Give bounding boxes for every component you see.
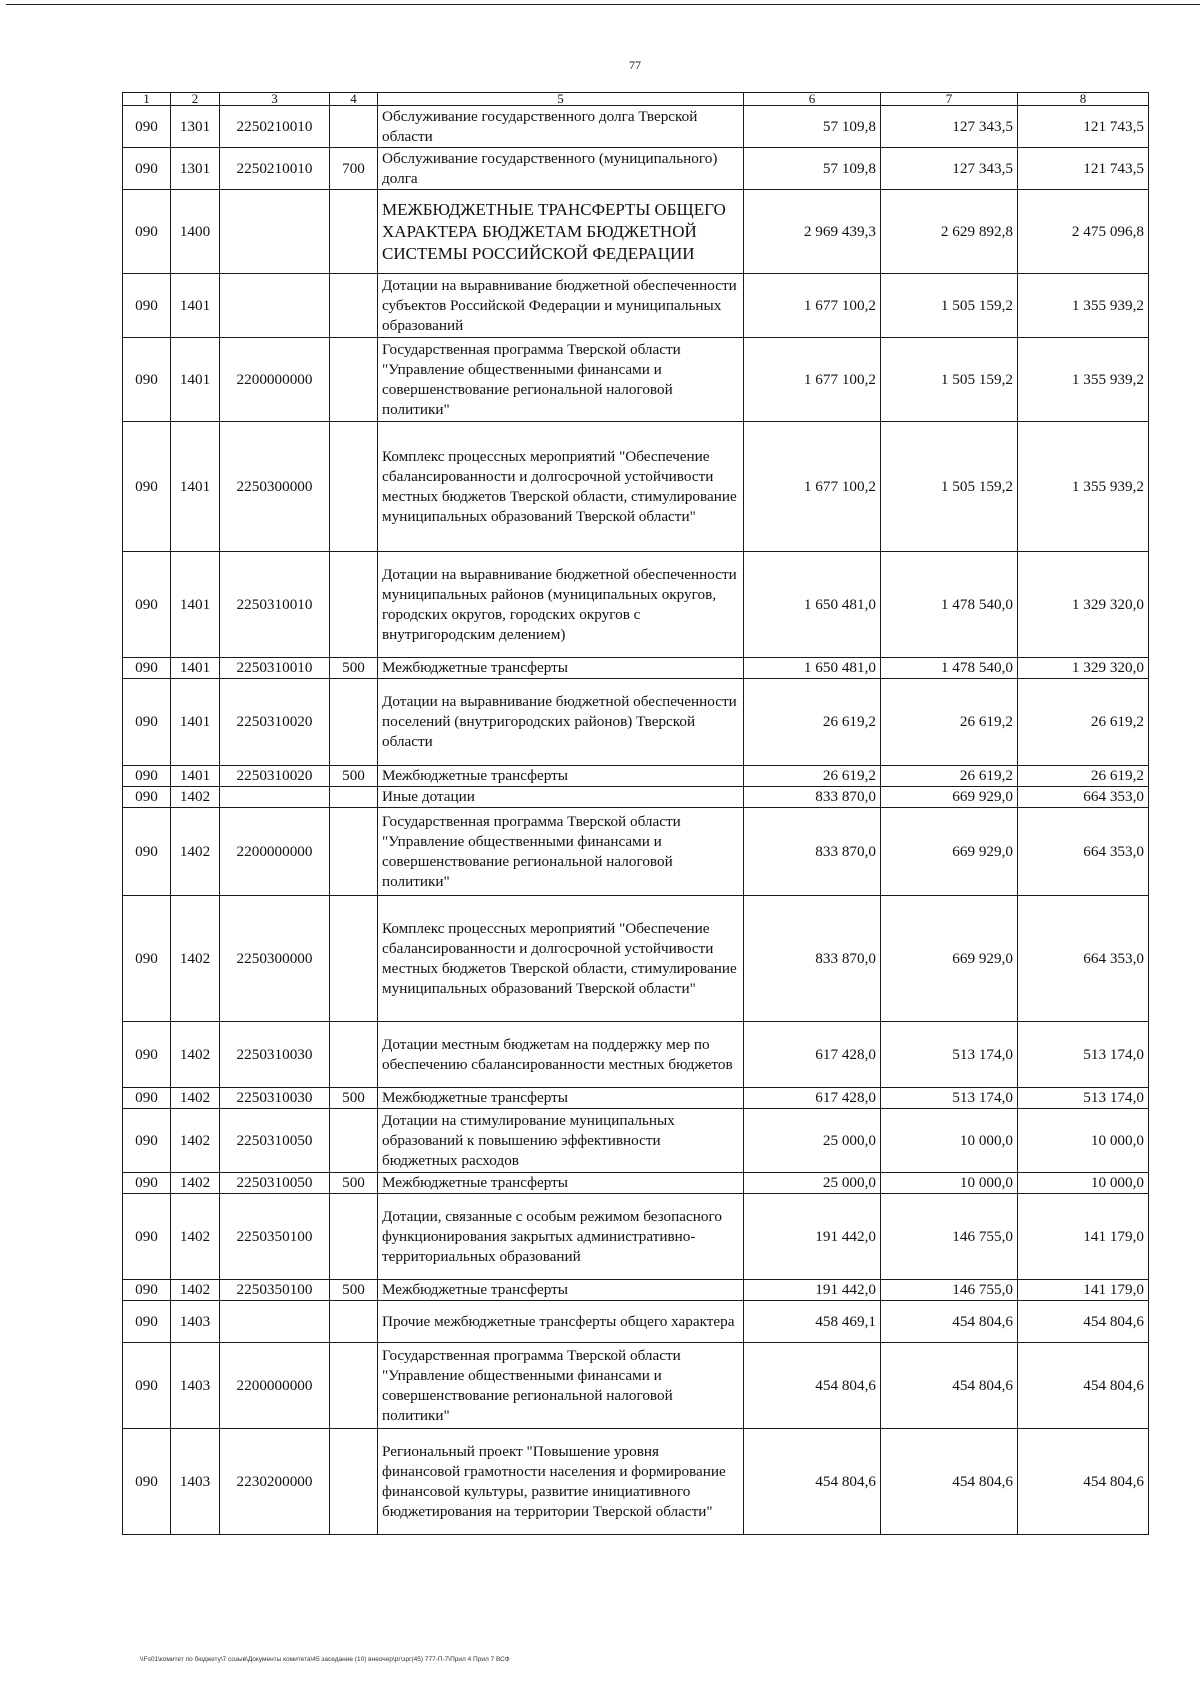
amount-cell: 833 870,0 xyxy=(744,896,881,1022)
amount-cell: 146 755,0 xyxy=(881,1280,1018,1301)
amount-cell: 25 000,0 xyxy=(744,1173,881,1194)
expense-type-cell xyxy=(330,787,378,808)
section-code-cell: 1402 xyxy=(171,1109,220,1173)
admin-code-cell: 090 xyxy=(123,808,171,896)
amount-cell: 664 353,0 xyxy=(1018,787,1149,808)
amount-cell: 833 870,0 xyxy=(744,787,881,808)
amount-cell: 1 650 481,0 xyxy=(744,552,881,658)
column-header: 2 xyxy=(171,93,220,106)
admin-code-cell: 090 xyxy=(123,679,171,766)
description-cell: Региональный проект "Повышение уровня финансовой грамотности населения и формирование финансовой культуры, развитие инициативного бюджетирования на территории Тверской области" xyxy=(378,1429,744,1535)
target-code-cell: 2250310030 xyxy=(220,1022,330,1088)
amount-cell: 146 755,0 xyxy=(881,1194,1018,1280)
description-cell: Дотации на выравнивание бюджетной обеспеченности поселений (внутригородских районов) Тверской области xyxy=(378,679,744,766)
amount-cell: 1 505 159,2 xyxy=(881,274,1018,338)
expense-type-cell xyxy=(330,338,378,422)
amount-cell: 513 174,0 xyxy=(1018,1022,1149,1088)
expense-type-cell xyxy=(330,274,378,338)
table-row xyxy=(123,1022,1149,1088)
column-header: 3 xyxy=(220,93,330,106)
amount-cell: 833 870,0 xyxy=(744,808,881,896)
amount-cell: 127 343,5 xyxy=(881,106,1018,148)
table-row xyxy=(123,106,1149,148)
amount-cell: 454 804,6 xyxy=(881,1429,1018,1535)
target-code-cell xyxy=(220,190,330,274)
admin-code-cell: 090 xyxy=(123,1173,171,1194)
file-path: \\Fs01\комитет по бюджету\7 созыв\Документы комитета\45 заседание (10) внеочер\рг\зрг(45) 777-П-7\Прил 4 Прил 7 ВСФ xyxy=(140,1656,510,1663)
expense-type-cell xyxy=(330,896,378,1022)
amount-cell: 454 804,6 xyxy=(1018,1429,1149,1535)
target-code-cell: 2200000000 xyxy=(220,1343,330,1429)
expense-type-cell xyxy=(330,808,378,896)
target-code-cell xyxy=(220,1301,330,1343)
amount-cell: 1 355 939,2 xyxy=(1018,274,1149,338)
admin-code-cell: 090 xyxy=(123,338,171,422)
amount-cell: 121 743,5 xyxy=(1018,148,1149,190)
section-code-cell: 1401 xyxy=(171,552,220,658)
section-code-cell: 1401 xyxy=(171,422,220,552)
amount-cell: 454 804,6 xyxy=(744,1343,881,1429)
table-row xyxy=(123,1088,1149,1109)
description-cell: Иные дотации xyxy=(378,787,744,808)
admin-code-cell: 090 xyxy=(123,1022,171,1088)
amount-cell: 513 174,0 xyxy=(1018,1088,1149,1109)
target-code-cell: 2250310030 xyxy=(220,1088,330,1109)
amount-cell: 2 475 096,8 xyxy=(1018,190,1149,274)
target-code-cell: 2250310010 xyxy=(220,552,330,658)
table-row xyxy=(123,190,1149,274)
section-code-cell: 1401 xyxy=(171,338,220,422)
section-code-cell: 1402 xyxy=(171,1194,220,1280)
section-code-cell: 1402 xyxy=(171,787,220,808)
amount-cell: 191 442,0 xyxy=(744,1194,881,1280)
expense-type-cell: 500 xyxy=(330,1280,378,1301)
description-cell: МЕЖБЮДЖЕТНЫЕ ТРАНСФЕРТЫ ОБЩЕГО ХАРАКТЕРА БЮДЖЕТАМ БЮДЖЕТНОЙ СИСТЕМЫ РОССИЙСКОЙ ФЕДЕРАЦИИ xyxy=(378,190,744,274)
section-code-cell: 1301 xyxy=(171,106,220,148)
expense-type-cell xyxy=(330,1301,378,1343)
description-cell: Межбюджетные трансферты xyxy=(378,1173,744,1194)
amount-cell: 25 000,0 xyxy=(744,1109,881,1173)
admin-code-cell: 090 xyxy=(123,552,171,658)
description-cell: Дотации, связанные с особым режимом безопасного функционирования закрытых административно-территориальных образований xyxy=(378,1194,744,1280)
description-cell: Государственная программа Тверской области "Управление общественными финансами и совершенствование региональной налоговой политики" xyxy=(378,808,744,896)
target-code-cell: 2250210010 xyxy=(220,106,330,148)
header-row xyxy=(123,93,1149,106)
amount-cell: 669 929,0 xyxy=(881,896,1018,1022)
budget-table xyxy=(122,92,1149,1535)
amount-cell: 2 629 892,8 xyxy=(881,190,1018,274)
column-header: 6 xyxy=(744,93,881,106)
table-row xyxy=(123,679,1149,766)
table-row xyxy=(123,896,1149,1022)
amount-cell: 513 174,0 xyxy=(881,1088,1018,1109)
expense-type-cell xyxy=(330,1429,378,1535)
table-row xyxy=(123,1109,1149,1173)
expense-type-cell xyxy=(330,422,378,552)
amount-cell: 191 442,0 xyxy=(744,1280,881,1301)
amount-cell: 10 000,0 xyxy=(1018,1173,1149,1194)
amount-cell: 121 743,5 xyxy=(1018,106,1149,148)
section-code-cell: 1403 xyxy=(171,1301,220,1343)
expense-type-cell xyxy=(330,106,378,148)
description-cell: Прочие межбюджетные трансферты общего характера xyxy=(378,1301,744,1343)
amount-cell: 1 650 481,0 xyxy=(744,658,881,679)
table-row xyxy=(123,274,1149,338)
amount-cell: 2 969 439,3 xyxy=(744,190,881,274)
description-cell: Межбюджетные трансферты xyxy=(378,1280,744,1301)
description-cell: Дотации на стимулирование муниципальных образований к повышению эффективности бюджетных расходов xyxy=(378,1109,744,1173)
table-row xyxy=(123,422,1149,552)
admin-code-cell: 090 xyxy=(123,766,171,787)
admin-code-cell: 090 xyxy=(123,1280,171,1301)
description-cell: Комплекс процессных мероприятий "Обеспечение сбалансированности и долгосрочной устойчивости местных бюджетов Тверской области, стимулирование муниципальных образований Тверской области" xyxy=(378,896,744,1022)
expense-type-cell: 700 xyxy=(330,148,378,190)
amount-cell: 454 804,6 xyxy=(1018,1343,1149,1429)
section-code-cell: 1402 xyxy=(171,1280,220,1301)
amount-cell: 454 804,6 xyxy=(881,1343,1018,1429)
table-row xyxy=(123,808,1149,896)
table-row xyxy=(123,1343,1149,1429)
target-code-cell: 2250310020 xyxy=(220,679,330,766)
target-code-cell: 2250310010 xyxy=(220,658,330,679)
page-number: 77 xyxy=(629,58,641,72)
amount-cell: 26 619,2 xyxy=(1018,766,1149,787)
amount-cell: 26 619,2 xyxy=(881,679,1018,766)
section-code-cell: 1401 xyxy=(171,679,220,766)
expense-type-cell: 500 xyxy=(330,1173,378,1194)
amount-cell: 26 619,2 xyxy=(1018,679,1149,766)
table-row xyxy=(123,1194,1149,1280)
target-code-cell: 2250210010 xyxy=(220,148,330,190)
table-body xyxy=(123,106,1149,1535)
amount-cell: 1 478 540,0 xyxy=(881,552,1018,658)
amount-cell: 664 353,0 xyxy=(1018,896,1149,1022)
target-code-cell: 2250310050 xyxy=(220,1109,330,1173)
amount-cell: 1 677 100,2 xyxy=(744,338,881,422)
table-row xyxy=(123,1280,1149,1301)
table-row xyxy=(123,552,1149,658)
admin-code-cell: 090 xyxy=(123,896,171,1022)
expense-type-cell: 500 xyxy=(330,766,378,787)
section-code-cell: 1400 xyxy=(171,190,220,274)
amount-cell: 664 353,0 xyxy=(1018,808,1149,896)
amount-cell: 1 355 939,2 xyxy=(1018,422,1149,552)
admin-code-cell: 090 xyxy=(123,1109,171,1173)
expense-type-cell xyxy=(330,190,378,274)
amount-cell: 617 428,0 xyxy=(744,1088,881,1109)
section-code-cell: 1402 xyxy=(171,1173,220,1194)
description-cell: Государственная программа Тверской области "Управление общественными финансами и совершенствование региональной налоговой политики" xyxy=(378,1343,744,1429)
section-code-cell: 1401 xyxy=(171,274,220,338)
target-code-cell: 2250310050 xyxy=(220,1173,330,1194)
expense-type-cell xyxy=(330,1194,378,1280)
table-row xyxy=(123,787,1149,808)
description-cell: Межбюджетные трансферты xyxy=(378,658,744,679)
description-cell: Дотации на выравнивание бюджетной обеспеченности муниципальных районов (муниципальных округов, городских округов, городских округов с внутригородским делением) xyxy=(378,552,744,658)
admin-code-cell: 090 xyxy=(123,658,171,679)
section-code-cell: 1401 xyxy=(171,658,220,679)
description-cell: Комплекс процессных мероприятий "Обеспечение сбалансированности и долгосрочной устойчивости местных бюджетов Тверской области, стимулирование муниципальных образований Тверской области" xyxy=(378,422,744,552)
table-row xyxy=(123,338,1149,422)
table-row xyxy=(123,1429,1149,1535)
admin-code-cell: 090 xyxy=(123,190,171,274)
expense-type-cell xyxy=(330,679,378,766)
admin-code-cell: 090 xyxy=(123,1301,171,1343)
target-code-cell: 2230200000 xyxy=(220,1429,330,1535)
expense-type-cell: 500 xyxy=(330,658,378,679)
admin-code-cell: 090 xyxy=(123,274,171,338)
amount-cell: 1 677 100,2 xyxy=(744,422,881,552)
amount-cell: 141 179,0 xyxy=(1018,1280,1149,1301)
table-row xyxy=(123,148,1149,190)
description-cell: Межбюджетные трансферты xyxy=(378,766,744,787)
description-cell: Обслуживание государственного (муниципального) долга xyxy=(378,148,744,190)
column-header: 7 xyxy=(881,93,1018,106)
admin-code-cell: 090 xyxy=(123,1194,171,1280)
amount-cell: 10 000,0 xyxy=(881,1173,1018,1194)
expense-type-cell xyxy=(330,1343,378,1429)
admin-code-cell: 090 xyxy=(123,106,171,148)
target-code-cell: 2200000000 xyxy=(220,808,330,896)
admin-code-cell: 090 xyxy=(123,1088,171,1109)
amount-cell: 454 804,6 xyxy=(881,1301,1018,1343)
amount-cell: 458 469,1 xyxy=(744,1301,881,1343)
target-code-cell: 2250300000 xyxy=(220,896,330,1022)
description-cell: Обслуживание государственного долга Тверской области xyxy=(378,106,744,148)
amount-cell: 1 505 159,2 xyxy=(881,422,1018,552)
column-header: 8 xyxy=(1018,93,1149,106)
description-cell: Государственная программа Тверской области "Управление общественными финансами и совершенствование региональной налоговой политики" xyxy=(378,338,744,422)
amount-cell: 513 174,0 xyxy=(881,1022,1018,1088)
column-header: 1 xyxy=(123,93,171,106)
expense-type-cell: 500 xyxy=(330,1088,378,1109)
section-code-cell: 1402 xyxy=(171,1088,220,1109)
target-code-cell: 2250310020 xyxy=(220,766,330,787)
expense-type-cell xyxy=(330,1109,378,1173)
amount-cell: 1 478 540,0 xyxy=(881,658,1018,679)
target-code-cell: 2250350100 xyxy=(220,1280,330,1301)
amount-cell: 57 109,8 xyxy=(744,106,881,148)
target-code-cell: 2200000000 xyxy=(220,338,330,422)
amount-cell: 454 804,6 xyxy=(744,1429,881,1535)
expense-type-cell xyxy=(330,552,378,658)
amount-cell: 141 179,0 xyxy=(1018,1194,1149,1280)
expense-type-cell xyxy=(330,1022,378,1088)
section-code-cell: 1401 xyxy=(171,766,220,787)
amount-cell: 26 619,2 xyxy=(881,766,1018,787)
table-row xyxy=(123,1301,1149,1343)
description-cell: Дотации местным бюджетам на поддержку мер по обеспечению сбалансированности местных бюджетов xyxy=(378,1022,744,1088)
amount-cell: 26 619,2 xyxy=(744,766,881,787)
target-code-cell: 2250350100 xyxy=(220,1194,330,1280)
section-code-cell: 1402 xyxy=(171,1022,220,1088)
amount-cell: 1 329 320,0 xyxy=(1018,552,1149,658)
amount-cell: 454 804,6 xyxy=(1018,1301,1149,1343)
target-code-cell: 2250300000 xyxy=(220,422,330,552)
admin-code-cell: 090 xyxy=(123,787,171,808)
admin-code-cell: 090 xyxy=(123,1429,171,1535)
amount-cell: 669 929,0 xyxy=(881,808,1018,896)
section-code-cell: 1402 xyxy=(171,896,220,1022)
top-rule xyxy=(6,4,1200,5)
admin-code-cell: 090 xyxy=(123,148,171,190)
amount-cell: 1 355 939,2 xyxy=(1018,338,1149,422)
target-code-cell xyxy=(220,787,330,808)
amount-cell: 1 329 320,0 xyxy=(1018,658,1149,679)
section-code-cell: 1402 xyxy=(171,808,220,896)
amount-cell: 669 929,0 xyxy=(881,787,1018,808)
description-cell: Дотации на выравнивание бюджетной обеспеченности субъектов Российской Федерации и муниципальных образований xyxy=(378,274,744,338)
amount-cell: 10 000,0 xyxy=(881,1109,1018,1173)
table-row xyxy=(123,1173,1149,1194)
amount-cell: 1 505 159,2 xyxy=(881,338,1018,422)
amount-cell: 127 343,5 xyxy=(881,148,1018,190)
section-code-cell: 1301 xyxy=(171,148,220,190)
table-row xyxy=(123,766,1149,787)
section-code-cell: 1403 xyxy=(171,1429,220,1535)
column-header: 4 xyxy=(330,93,378,106)
amount-cell: 57 109,8 xyxy=(744,148,881,190)
admin-code-cell: 090 xyxy=(123,422,171,552)
column-header: 5 xyxy=(378,93,744,106)
section-code-cell: 1403 xyxy=(171,1343,220,1429)
table-row xyxy=(123,658,1149,679)
amount-cell: 10 000,0 xyxy=(1018,1109,1149,1173)
amount-cell: 617 428,0 xyxy=(744,1022,881,1088)
amount-cell: 1 677 100,2 xyxy=(744,274,881,338)
admin-code-cell: 090 xyxy=(123,1343,171,1429)
amount-cell: 26 619,2 xyxy=(744,679,881,766)
description-cell: Межбюджетные трансферты xyxy=(378,1088,744,1109)
target-code-cell xyxy=(220,274,330,338)
